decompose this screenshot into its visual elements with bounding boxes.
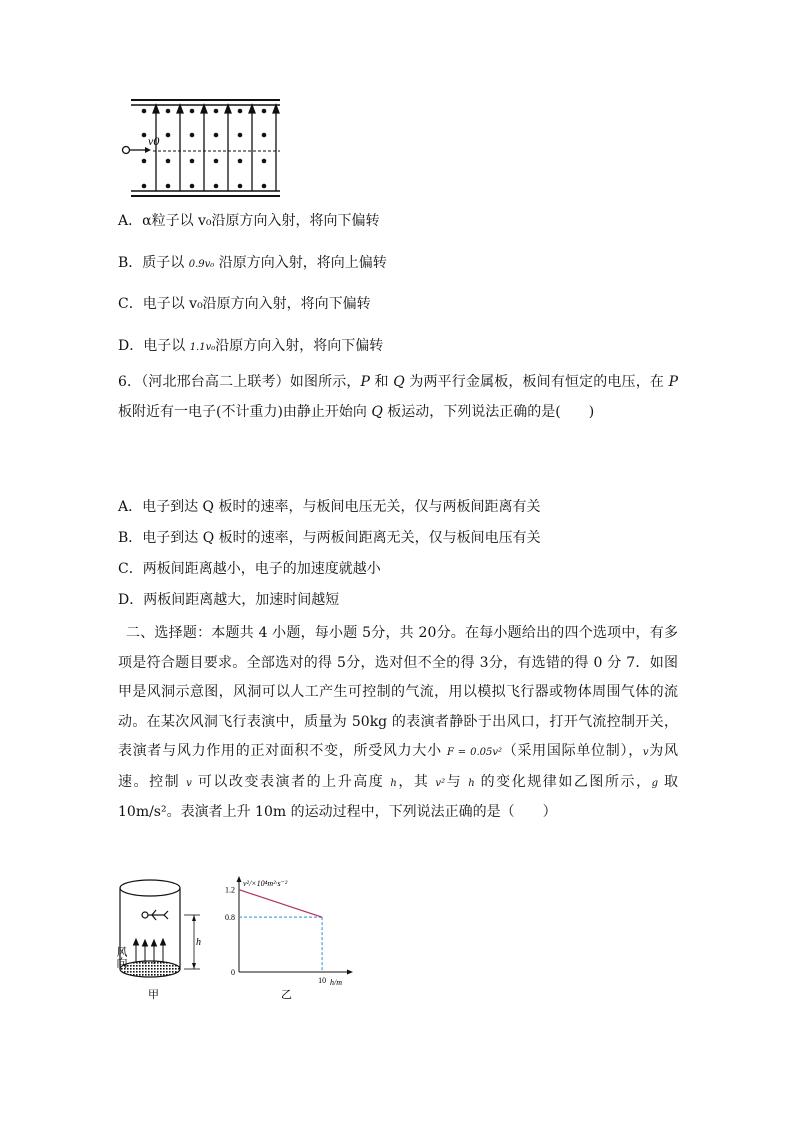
field-dot	[190, 109, 195, 114]
caption-yi: 乙	[281, 989, 292, 1001]
q6-option-a: A．电子到达 Q 板时的速率，与板间电压无关，仅与两板间距离有关	[118, 499, 541, 515]
var-g: g	[651, 777, 659, 789]
field-dot	[262, 184, 267, 189]
q6-q: Q	[393, 374, 405, 390]
field-dot	[190, 159, 195, 164]
field-dot	[166, 159, 171, 164]
chart-y-tick: 0	[231, 968, 235, 977]
field-dot	[262, 133, 267, 138]
var-v2: v²	[435, 777, 446, 789]
q5-option-b	[118, 253, 387, 275]
var-h-2: h	[468, 777, 475, 789]
q5-option-d	[118, 336, 383, 358]
wind-tunnel-diagram	[112, 872, 212, 1007]
performer-icon	[142, 910, 168, 920]
q6-option-d: D．两板间距离越大，加速时间越短	[118, 592, 340, 608]
q5-option-a: A．α粒子以 v₀沿原方向入射，将向下偏转	[118, 213, 380, 229]
field-dot	[166, 133, 171, 138]
field-dot	[262, 109, 267, 114]
section2-text-1: 二、选择题：本题共 4 小题，每小题 5分，共 20分。在每小题给出的四个选项中，有多项是符合题目要求。全部选对的得 5分，选对但不全的得 3分，有选错的得 0 分 7．如图甲是风洞示意图，风洞可以人工产生可控制的气流，用以模拟飞行器或物体周围气体的流动。在某次风洞飞行表演中，质量为 50kg 的表演者静卧于出风口，打开气流控制开关，表演者与风力作用的正对面积不变，所受风力大小	[118, 625, 678, 759]
field-dot	[190, 184, 195, 189]
field-dot	[238, 109, 243, 114]
section2-text-5: ，其	[396, 773, 436, 790]
q5-option-d-value: 1.1v₀	[189, 342, 216, 353]
chart-y-tick: 0.8	[225, 913, 235, 923]
wind-label: 风向	[115, 946, 127, 968]
field-dot	[214, 159, 219, 164]
section2-text-2: （采用国际单位制），	[502, 743, 643, 759]
field-dot	[166, 184, 171, 189]
q6-p-2: P	[668, 374, 679, 390]
q5-option-d-post: 沿原方向入射，将向下偏转	[215, 338, 384, 354]
field-line-arrow	[225, 105, 231, 113]
h-label: h	[196, 937, 201, 948]
section2-text-4: 可以改变表演者的上升高度	[191, 773, 391, 790]
v0-label: v0	[148, 134, 160, 148]
particle	[123, 147, 130, 154]
q6-stem-3: 为两平行金属板，板间有恒定的电压，在	[404, 374, 669, 390]
q6-stem-2: 和	[369, 374, 394, 390]
section2-paragraph	[118, 619, 678, 828]
section2-text-7: 的变化规律如乙图所示，	[474, 773, 652, 790]
var-v-2: v	[186, 777, 192, 789]
field-line-arrow	[201, 105, 207, 113]
q6-stem	[118, 368, 678, 427]
field-line-arrow	[273, 105, 279, 113]
field-dot	[190, 133, 195, 138]
chart-x-label: h/m	[330, 978, 342, 987]
chart-y-label: v²/×10⁴m²·s⁻²	[243, 879, 288, 888]
q5-option-b-value: 0.9v₀	[188, 259, 215, 270]
field-dot	[166, 109, 171, 114]
field-dot	[262, 159, 267, 164]
v2-h-chart	[215, 872, 375, 1007]
formula-f: F = 0.05v²	[446, 747, 503, 758]
caption-jia: 甲	[148, 989, 159, 1001]
field-line-arrow	[153, 105, 159, 113]
q6-option-b: B．电子到达 Q 板时的速率，与两板间距离无关，仅与板间电压有关	[118, 530, 541, 546]
q5-option-b-post: 沿原方向入射，将向上偏转	[214, 255, 387, 271]
field-dot	[214, 133, 219, 138]
q6-q-2: Q	[371, 403, 383, 420]
field-dot	[142, 133, 147, 138]
field-line-arrow	[177, 105, 183, 113]
q5-option-d-pre: D．电子以	[118, 338, 190, 354]
q6-p: P	[360, 374, 370, 390]
field-dot	[142, 184, 147, 189]
var-h: h	[390, 777, 397, 789]
mesh-outlet	[120, 961, 180, 977]
q6-stem-4: 板附近有一电子(不计重力)由静止开始向	[118, 403, 372, 420]
field-dot	[238, 159, 243, 164]
field-diagram	[118, 92, 288, 204]
section2-text-6: 与	[445, 773, 469, 790]
field-dot	[214, 109, 219, 114]
field-dot	[142, 109, 147, 114]
field-dot	[238, 184, 243, 189]
q5-option-b-pre: B．质子以	[118, 255, 189, 271]
field-dot	[238, 133, 243, 138]
field-dot	[214, 184, 219, 189]
var-v: v	[642, 747, 649, 758]
q6-option-c: C．两板间距离越小，电子的加速度就越小	[118, 561, 381, 577]
field-line-arrow	[249, 105, 255, 113]
q6-stem-1: 6．（河北邢台高二上联考）如图所示，	[118, 374, 361, 390]
section2-text-3: 为风速。控制	[118, 743, 679, 790]
chart-series-line	[239, 890, 322, 917]
chart-y-tick: 1.2	[225, 885, 235, 895]
chart-x-tick: 10	[318, 976, 327, 985]
section2-text-8: 取 10m/s²。表演者上升 10m 的运动过程中，下列说法正确的是（ ）	[118, 773, 679, 820]
q5-option-c: C．电子以 v₀沿原方向入射，将向下偏转	[118, 296, 371, 312]
q6-stem-5: 板运动，下列说法正确的是( )	[382, 403, 595, 420]
field-dot	[142, 159, 147, 164]
